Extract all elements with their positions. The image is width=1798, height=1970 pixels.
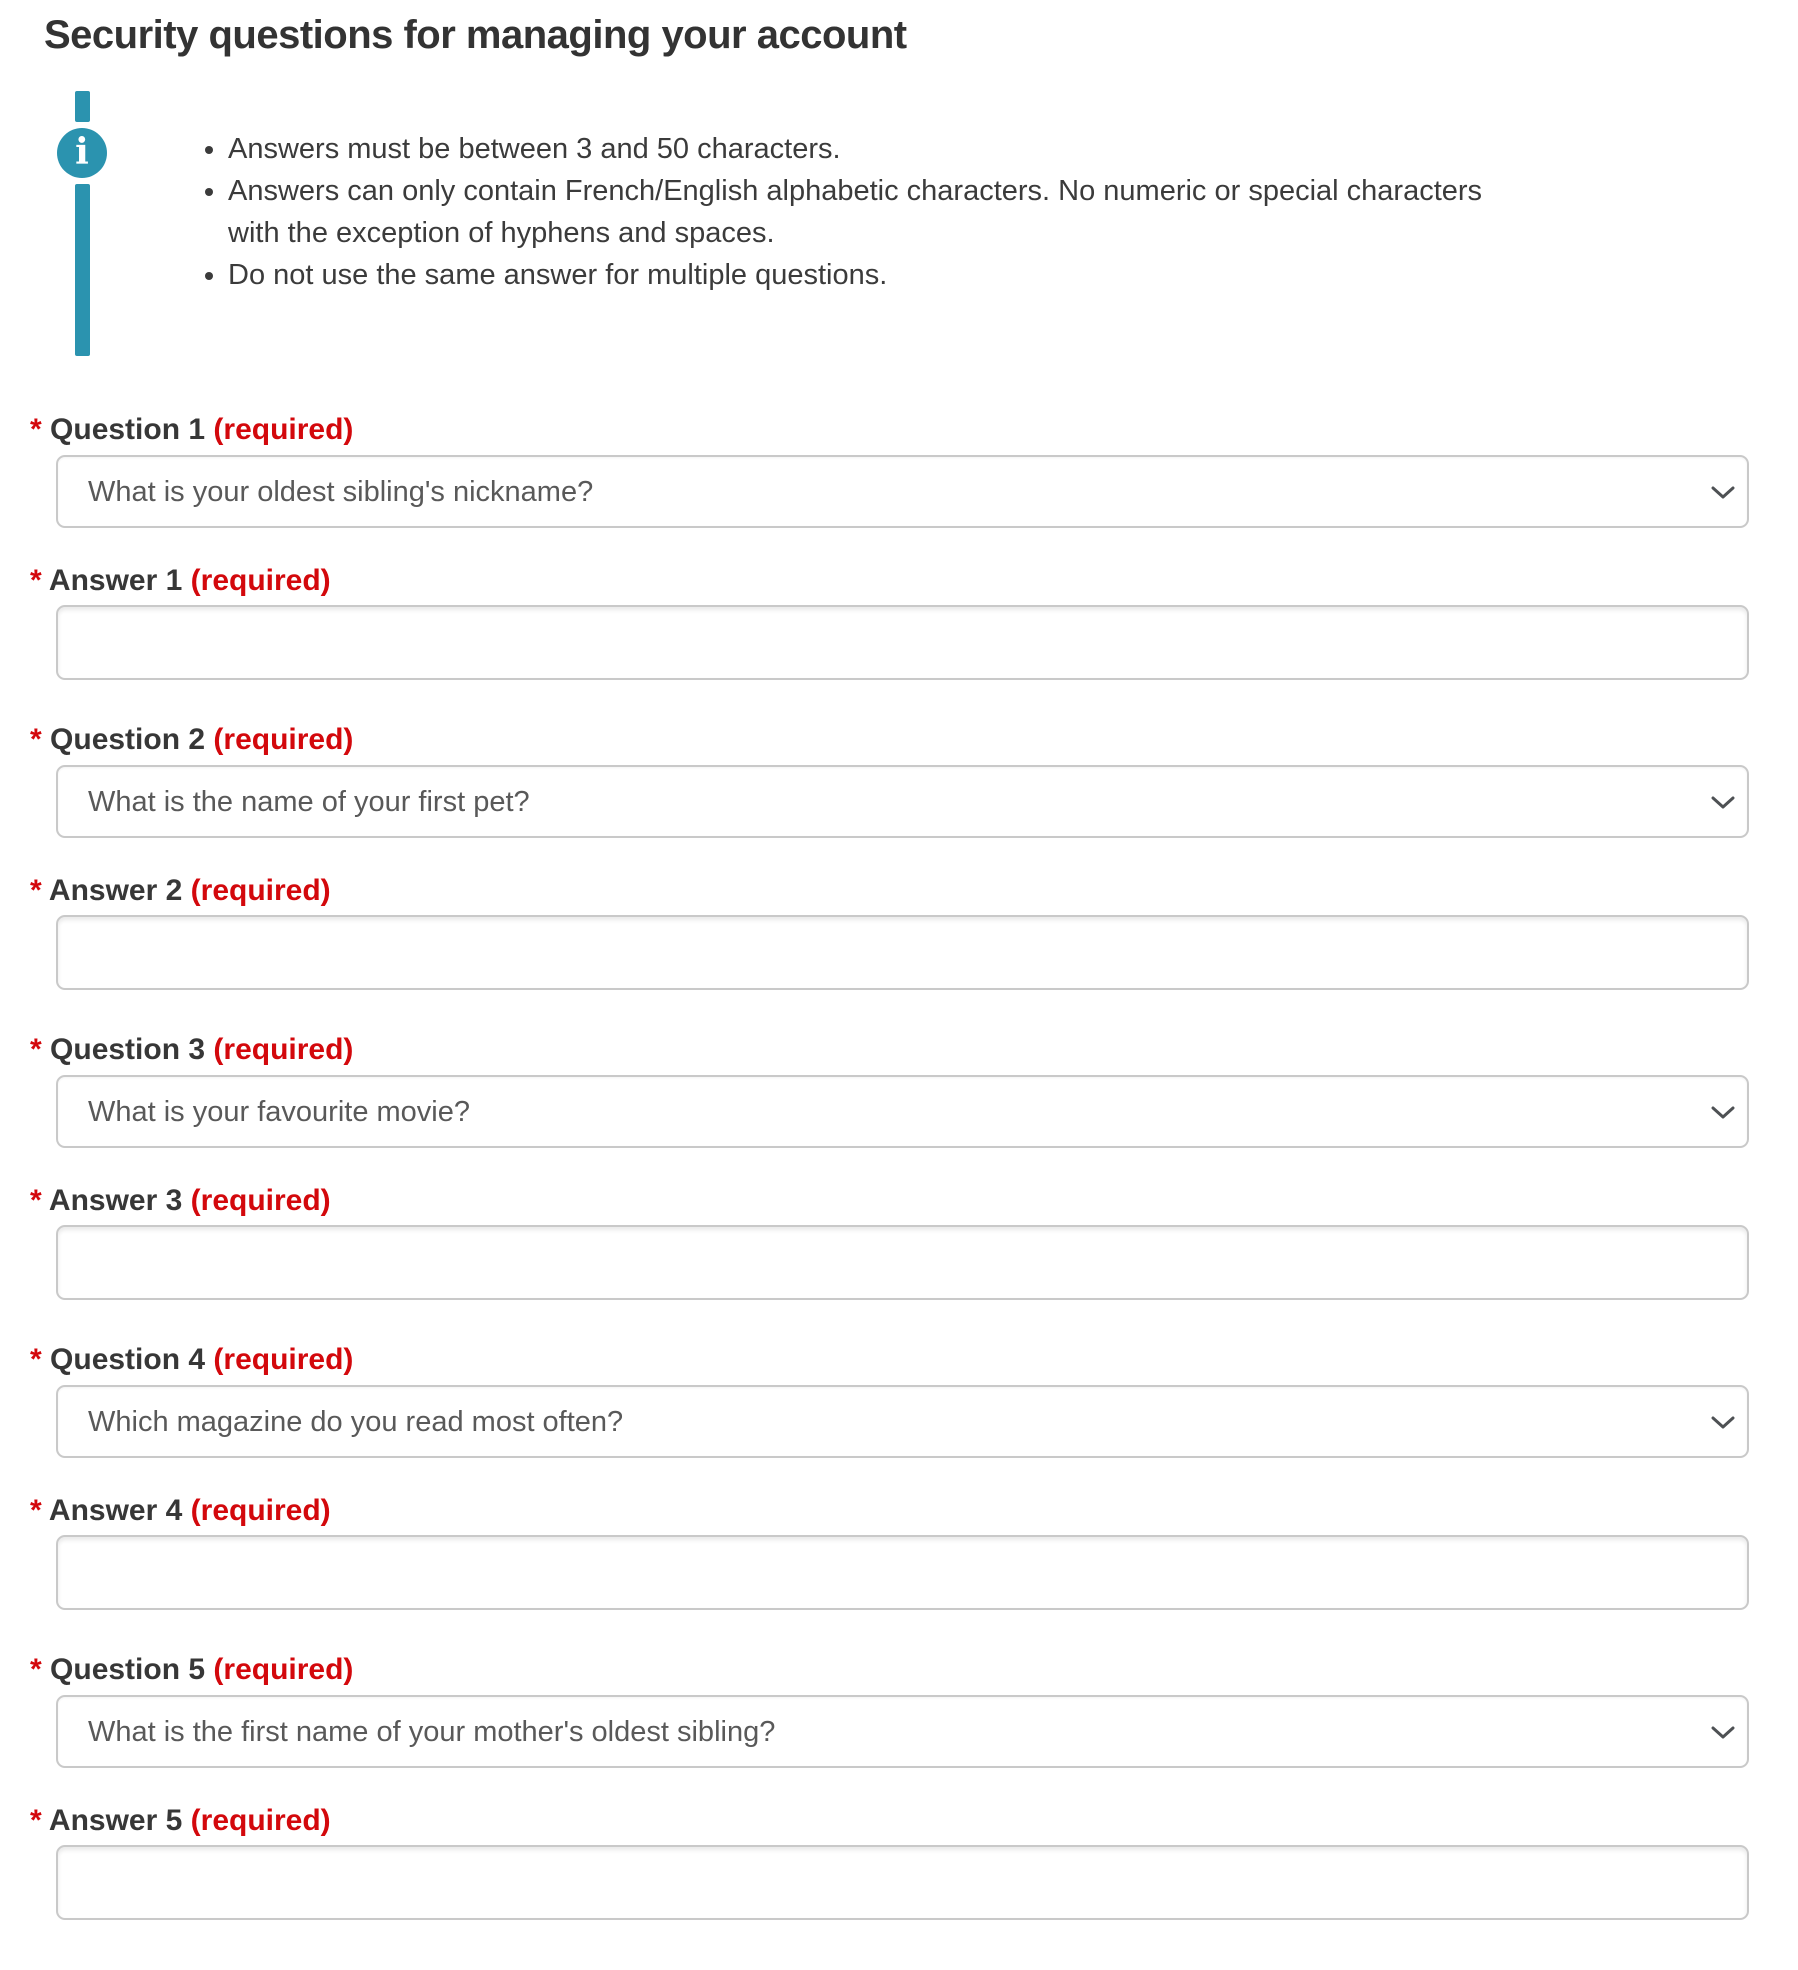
required-asterisk: * xyxy=(30,1494,42,1527)
info-bar-top xyxy=(75,91,90,122)
question-5-select[interactable] xyxy=(56,1695,1749,1768)
required-asterisk: * xyxy=(30,1033,42,1066)
question-3-select-row xyxy=(56,1075,1749,1148)
question-3-select[interactable] xyxy=(56,1075,1749,1148)
info-bullet-list xyxy=(107,128,1482,356)
answer-2-label: * Answer 2 (required) xyxy=(30,874,331,907)
required-suffix: (required) xyxy=(190,1804,331,1837)
question-4-select-row xyxy=(56,1385,1749,1458)
required-suffix: (required) xyxy=(213,1033,354,1066)
question-group-4 xyxy=(0,1342,1798,1610)
required-suffix: (required) xyxy=(190,874,331,907)
required-asterisk: * xyxy=(30,1343,42,1376)
required-asterisk: * xyxy=(30,1804,42,1837)
info-bar-bottom xyxy=(75,184,90,356)
info-icon-glyph: i xyxy=(75,130,89,173)
question-5-select-row xyxy=(56,1695,1749,1768)
security-questions-form xyxy=(0,412,1798,1920)
question-2-select-row xyxy=(56,765,1749,838)
answer-1-label: * Answer 1 (required) xyxy=(30,564,331,597)
answer-1-input[interactable] xyxy=(56,605,1749,680)
answer-3-input[interactable] xyxy=(56,1225,1749,1300)
answer-5-input[interactable] xyxy=(56,1845,1749,1920)
required-asterisk: * xyxy=(30,723,42,756)
question-group-2 xyxy=(0,722,1798,990)
answer-3-label: * Answer 3 (required) xyxy=(30,1184,331,1217)
question-4-select[interactable] xyxy=(56,1385,1749,1458)
security-questions-page xyxy=(0,12,1798,1920)
question-group-5 xyxy=(0,1652,1798,1920)
question-1-select[interactable] xyxy=(56,455,1749,528)
required-asterisk: * xyxy=(30,564,42,597)
question-group-3 xyxy=(0,1032,1798,1300)
required-suffix: (required) xyxy=(190,1494,331,1527)
info-note xyxy=(57,91,1798,356)
required-asterisk: * xyxy=(30,874,42,907)
answer-5-label: * Answer 5 (required) xyxy=(30,1804,331,1837)
required-suffix: (required) xyxy=(213,723,354,756)
question-5-label: * Question 5 (required) xyxy=(30,1653,354,1686)
question-2-label: * Question 2 (required) xyxy=(30,723,354,756)
question-1-select-row xyxy=(56,455,1749,528)
info-icon xyxy=(57,128,107,178)
required-suffix: (required) xyxy=(213,413,354,446)
required-asterisk: * xyxy=(30,413,42,446)
question-2-select[interactable] xyxy=(56,765,1749,838)
required-suffix: (required) xyxy=(190,1184,331,1217)
question-1-label: * Question 1 (required) xyxy=(30,413,354,446)
answer-4-label: * Answer 4 (required) xyxy=(30,1494,331,1527)
info-bullet-2: • Answers can only contain French/English alphabetic characters. No numeric or special characters with the exception of hyphens and spaces. xyxy=(228,170,1482,254)
question-4-label: * Question 4 (required) xyxy=(30,1343,354,1376)
required-asterisk: * xyxy=(30,1184,42,1217)
required-suffix: (required) xyxy=(190,564,331,597)
info-bullet-1: • Answers must be between 3 and 50 characters. xyxy=(228,128,1482,170)
question-group-1 xyxy=(0,412,1798,680)
answer-4-input[interactable] xyxy=(56,1535,1749,1610)
question-3-label: * Question 3 (required) xyxy=(30,1033,354,1066)
answer-2-input[interactable] xyxy=(56,915,1749,990)
info-decoration xyxy=(57,91,107,356)
required-suffix: (required) xyxy=(213,1343,354,1376)
required-asterisk: * xyxy=(30,1653,42,1686)
page-title: Security questions for managing your account xyxy=(44,13,907,57)
required-suffix: (required) xyxy=(213,1653,354,1686)
info-bullet-3: • Do not use the same answer for multiple questions. xyxy=(228,254,1482,296)
